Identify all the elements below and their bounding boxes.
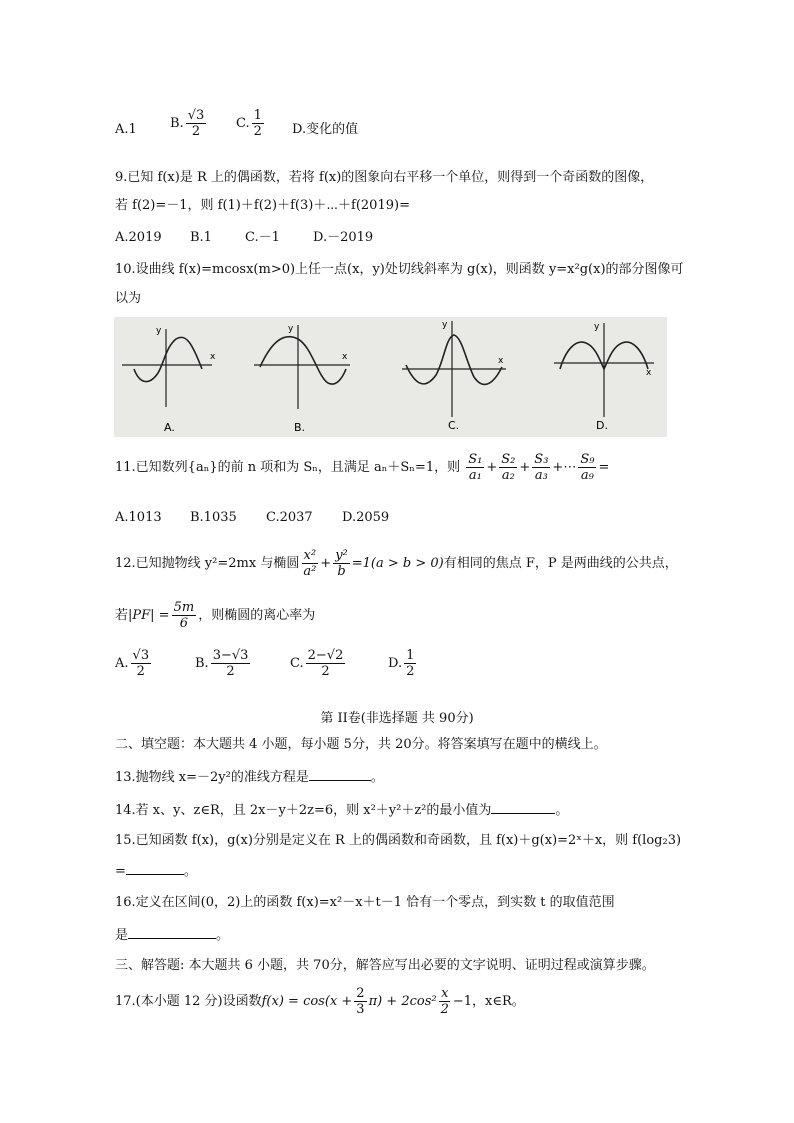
graph-a <box>122 326 216 434</box>
q8-option-c <box>236 108 266 139</box>
q8-option-c-fraction <box>252 108 264 139</box>
graph-d-x-label: x <box>646 368 652 378</box>
q13-end: 。 <box>370 770 384 785</box>
q12-option-d <box>388 648 418 679</box>
graph-b-x-label: x <box>342 352 348 362</box>
fraction-denominator: 2 <box>406 664 415 679</box>
graph-a-label: A. <box>164 421 175 434</box>
q13-line <box>115 768 384 786</box>
fraction-numerator: 1 <box>253 108 262 123</box>
section2-heading: 二、填空题：本大题共 4 小题，每小题 5分，共 20分。将答案填写在题中的横线上。 <box>115 737 607 752</box>
q16-answer-blank[interactable] <box>128 926 216 939</box>
graph-d-y-label: y <box>594 322 600 332</box>
graph-c-y-label: y <box>442 320 448 330</box>
q16-line-1: 16.定义在区间(0，2)上的函数 f(x)=x²－x＋t－1 恰有一个零点，到实数 t 的取值范围 <box>115 895 615 910</box>
q11-option-c: C.2037 <box>266 510 313 525</box>
q8-option-b-prefix: B. <box>170 116 184 131</box>
fraction-denominator: 2 <box>191 124 201 139</box>
q10-line-2: 以为 <box>115 291 142 306</box>
fraction-denominator: a₃ <box>534 468 548 483</box>
option-fraction <box>211 648 251 679</box>
fraction-denominator: b <box>337 564 346 579</box>
q17-mid: π) + 2cos² <box>368 994 437 1009</box>
q11-line <box>115 452 609 483</box>
q17-fraction-1 <box>354 986 366 1017</box>
option-fraction <box>404 648 416 679</box>
graph-b <box>254 324 350 434</box>
q12-suffix: 有相同的焦点 F，P 是两曲线的公共点， <box>443 556 678 571</box>
q16-end: 。 <box>216 928 230 943</box>
q11-option-d: D.2059 <box>342 510 390 525</box>
q11-term-3 <box>532 452 550 483</box>
part2-title: 第 II卷(非选择题 共 90分) <box>320 711 474 726</box>
fraction-denominator: 6 <box>179 616 189 631</box>
equals-sign: = <box>598 460 610 475</box>
q14-answer-blank[interactable] <box>491 801 555 814</box>
q9-option-a: A.2019 <box>115 230 162 245</box>
q12-line2-prefix: 若 <box>115 608 129 623</box>
fraction-denominator: 2 <box>226 664 235 679</box>
fraction-numerator: x² <box>303 548 317 563</box>
q12-line-2 <box>115 600 315 631</box>
q11-option-b: B.1035 <box>190 510 237 525</box>
fraction-numerator: 5m <box>173 600 195 615</box>
fraction-numerator: 2−√2 <box>307 648 344 663</box>
q14-end: 。 <box>555 803 569 818</box>
option-prefix: D. <box>388 656 403 671</box>
q17-fraction-2 <box>439 986 451 1017</box>
fraction-numerator: S₁ <box>468 452 483 467</box>
q10-graph-svg <box>114 317 667 437</box>
section3-heading: 三、解答题: 本大题共 6 小题，共 70分，解答应写出必要的文字说明、证明过程或演算步骤。 <box>115 958 655 973</box>
q11-term-2 <box>499 452 517 483</box>
q11-term-1 <box>466 452 484 483</box>
q8-option-c-prefix: C. <box>236 116 250 131</box>
graph-c-label: C. <box>448 419 460 432</box>
q11-option-a: A.1013 <box>115 510 162 525</box>
plus-sign: + <box>320 556 332 571</box>
q15-line-1: 15.已知函数 f(x)，g(x)分别是定义在 R 上的偶函数和奇函数，且 f(x)＋g(x)=2ˣ＋x，则 f(log₂3) <box>115 833 682 848</box>
q17-tail: −1，x∈R。 <box>452 994 525 1009</box>
q8-option-d: D.变化的值 <box>292 122 359 137</box>
ellipse-x-term <box>301 548 318 579</box>
q16-line-2 <box>115 926 229 944</box>
q15-line-2 <box>115 862 197 880</box>
fraction-denominator: 2 <box>136 664 145 679</box>
fraction-numerator: S₉ <box>580 452 595 467</box>
fraction-denominator: 3 <box>356 1002 365 1017</box>
fraction-denominator: a₂ <box>501 468 515 483</box>
q13-text: 13.抛物线 x=－2y²的准线方程是 <box>115 770 309 785</box>
fraction-numerator: y² <box>335 548 348 563</box>
graph-b-y-label: y <box>288 324 294 334</box>
plus-sign: + <box>519 460 531 475</box>
fraction-denominator: 2 <box>253 124 262 139</box>
fraction-numerator: √3 <box>187 108 205 123</box>
q12-option-a <box>115 648 153 679</box>
fraction-numerator: x <box>441 986 449 1001</box>
option-prefix: B. <box>195 656 209 671</box>
q17-prefix: 17.(本小题 12 分)设函数 <box>115 994 262 1009</box>
q11-term-9 <box>578 452 596 483</box>
q12-prefix: 12.已知抛物线 y²=2mx 与椭圆 <box>115 556 300 571</box>
ellipsis: +⋯ <box>552 460 577 475</box>
graph-c-x-label: x <box>498 356 504 366</box>
fraction-denominator: a₉ <box>580 468 594 483</box>
graph-d-label: D. <box>596 419 608 432</box>
q15-end: 。 <box>183 864 197 879</box>
q12-option-b <box>195 648 252 679</box>
q8-option-a: A.1 <box>115 122 137 137</box>
option-prefix: C. <box>290 656 304 671</box>
graph-a-x-label: x <box>210 352 216 362</box>
fraction-numerator: S₃ <box>534 452 549 467</box>
fraction-numerator: S₂ <box>501 452 516 467</box>
graph-c <box>402 320 506 432</box>
q17-fx: f(x) = cos(x + <box>261 994 353 1009</box>
fraction-denominator: 2 <box>440 1002 449 1017</box>
q9-line-1: 9.已知 f(x)是 R 上的偶函数，若将 f(x)的图象向右平移一个单位，则得到一个奇函数的图像， <box>115 170 654 185</box>
option-fraction <box>131 648 152 679</box>
q15-answer-blank[interactable] <box>126 862 184 875</box>
q13-answer-blank[interactable] <box>309 768 371 781</box>
fraction-numerator: 1 <box>406 648 415 663</box>
q10-line-1: 10.设曲线 f(x)=mcosx(m>0)上任一点(x，y)处切线斜率为 g(x)，则函数 y=x²g(x)的部分图像可 <box>115 262 684 277</box>
q12-line2-suffix: ，则椭圆的离心率为 <box>198 608 316 623</box>
fraction-numerator: √3 <box>132 648 150 663</box>
q9-line-2: 若 f(2)=－1，则 f(1)＋f(2)＋f(3)＋⋯＋f(2019)= <box>115 198 410 213</box>
q14-line <box>115 801 568 819</box>
q11-text: 11.已知数列{aₙ}的前 n 项和为 Sₙ，且满足 aₙ＋Sₙ=1，则 <box>115 460 461 475</box>
q17-line <box>115 986 525 1017</box>
fraction-numerator: 3−√3 <box>212 648 249 663</box>
q10-graph-figure <box>114 317 667 437</box>
q8-option-b <box>170 108 208 139</box>
ellipse-y-term <box>333 548 350 579</box>
q14-text: 14.若 x、y、z∈R，且 2x－y＋2z=6，则 x²＋y²＋z²的最小值为 <box>115 803 492 818</box>
q12-line-1 <box>115 548 678 579</box>
plus-sign: + <box>486 460 498 475</box>
q16-prefix: 是 <box>115 928 129 943</box>
option-fraction <box>306 648 346 679</box>
option-prefix: A. <box>115 656 129 671</box>
graph-d <box>554 322 654 432</box>
q9-option-b: B.1 <box>190 230 212 245</box>
q12-option-c <box>290 648 347 679</box>
graph-a-y-label: y <box>156 326 162 336</box>
fraction-numerator: 2 <box>356 986 365 1001</box>
q9-option-d: D.－2019 <box>313 230 374 245</box>
q9-option-c: C.－1 <box>245 230 280 245</box>
fraction-denominator: a² <box>303 564 317 579</box>
ellipse-tail: =1(a > b > 0) <box>351 556 444 571</box>
q15-equals: = <box>115 864 126 879</box>
graph-b-label: B. <box>294 421 306 434</box>
fraction-denominator: a₁ <box>468 468 482 483</box>
fraction-denominator: 2 <box>321 664 330 679</box>
pf-expression: |PF| = <box>128 608 170 623</box>
pf-fraction <box>172 600 197 631</box>
q8-option-b-fraction <box>186 108 207 139</box>
